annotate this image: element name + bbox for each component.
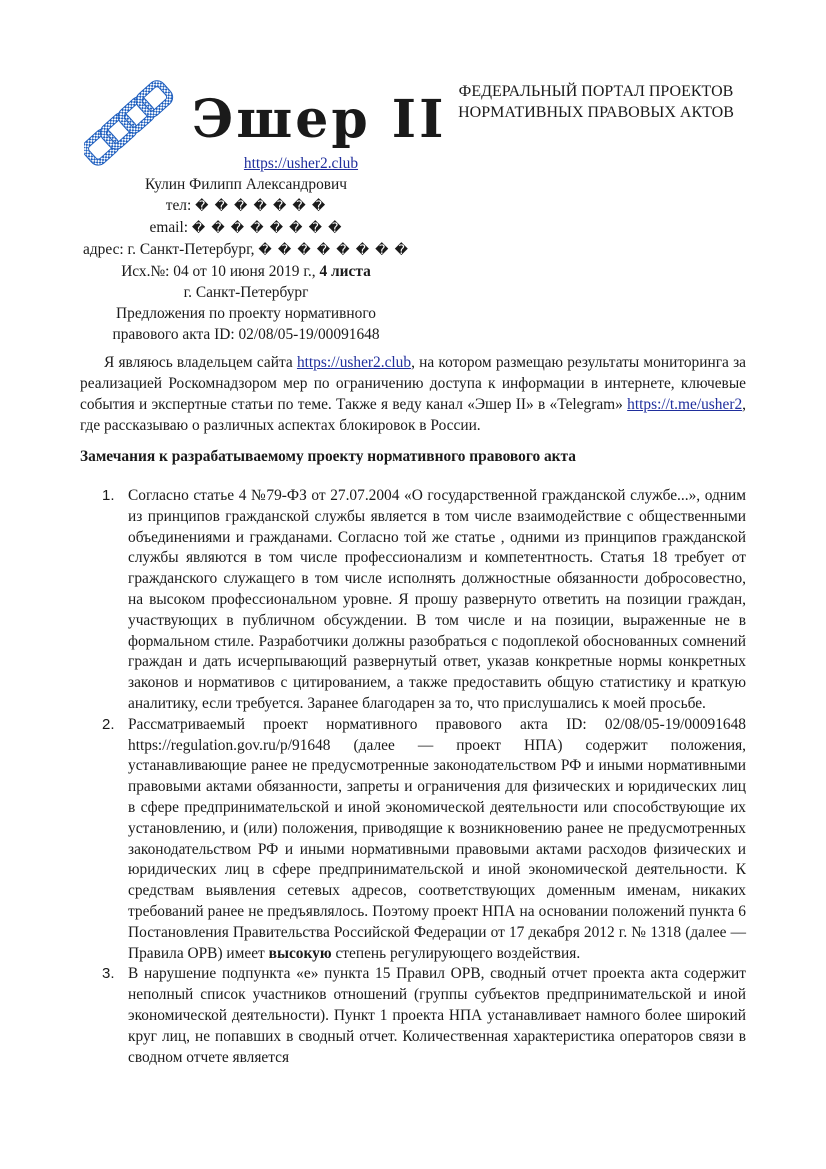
- section-heading: Замечания к разрабатываемому проекту нормативного правового акта: [80, 448, 576, 465]
- address-line: [66, 239, 426, 261]
- email-label: email:: [149, 219, 189, 236]
- list-item: [80, 964, 746, 1068]
- phone-line: [66, 195, 426, 217]
- telegram-link[interactable]: https://t.me/usher2: [627, 396, 743, 413]
- phone-value: � � � � � � �: [195, 199, 327, 214]
- intro-text-1: Я являюсь владельцем сайта: [104, 354, 293, 371]
- intro-paragraph: [80, 352, 746, 436]
- reference-pages: 4 листа: [319, 263, 371, 280]
- list-item-bold: высокую: [268, 944, 332, 962]
- address-value: � � � � � � � �: [258, 243, 409, 258]
- intro-text-3: , где рассказываю о различных аспектах блокировок в России.: [80, 396, 746, 434]
- intro-text-2: , на котором размещаю результаты мониторинга за реализацией Роскомнадзором мер по ограничению доступа к информации в интернете, ключевые события и экспертные статьи по теме. Также я веду канал «Эшер II» в «Telegram»: [80, 354, 746, 413]
- list-item-text: Согласно статье 4 №79-ФЗ от 27.07.2004 «О государственной гражданской службе...», одним из принципов гражданской службы является в том числе взаимодействие с общественными объединениями и гражданами. Согласно той же статье , одними из принципов гражданской службы являются в том числе профессионализм и компетентность. Статья 18 требует от гражданского служащего в том числе исполнять должностные обязанности добросовестно, на высоком профессиональном уровне. Я прошу развернуто ответить на позиции граждан, участвующих в публичном обсуждении. В том числе и на позиции, выраженные не в формальном стиле. Разработчики должны разобраться с подоплекой обоснованных сомнений граждан и дать исчерпывающий развернутый ответ, указав конкретные нормы конкретных законов и нормативов с цитированием, а также предоставить общую статистику и краткую аналитику, если требуется. Заранее благодарен за то, что прислушались к моей просьбе.: [128, 487, 746, 712]
- reference-line: [66, 261, 426, 282]
- phone-label: тел:: [165, 197, 192, 214]
- portal-title-line1: ФЕДЕРАЛЬНЫЙ ПОРТАЛ ПРОЕКТОВ: [458, 83, 734, 100]
- list-item-text-end: степень регулирующего воздействия.: [335, 944, 581, 962]
- remarks-list: [80, 486, 746, 1068]
- portal-title-line2: НОРМАТИВНЫХ ПРАВОВЫХ АКТОВ: [458, 104, 734, 121]
- list-item-number: 3.: [102, 965, 115, 983]
- brand-name: Эшер II: [192, 89, 447, 150]
- sender-block: [66, 153, 426, 345]
- reference-text: Исх.№: 04 от 10 июня 2019 г.,: [121, 263, 316, 280]
- list-item: [80, 715, 746, 965]
- list-item-text: В нарушение подпункта «е» пункта 15 Правил ОРВ, сводный отчет проекта акта содержит неполный список участников отношений (группы субъектов предпринимательской и иной экономической деятельности). Пункт 1 проекта НПА устанавливает намного более широкий круг лиц, не попавших в сводный отчет. Количественная характеристика операторов связи в сводном отчете является: [128, 965, 746, 1066]
- site-link[interactable]: https://usher2.club: [243, 155, 359, 172]
- address-label: адрес: г. Санкт-Петербург,: [83, 241, 255, 258]
- subject-line2: правового акта ID: 02/08/05-19/00091648: [112, 326, 380, 343]
- city: г. Санкт-Петербург: [183, 284, 309, 301]
- list-item-text: Рассматриваемый проект нормативного правового акта ID: 02/08/05-19/00091648 https://regulation.gov.ru/p/91648 (далее — проект НПА) содержит положения, устанавливающие ранее не предусмотренные законодательством РФ и иными нормативными правовыми актами обязанности, запреты и ограничения для физических и юридических лиц в сфере предпринимательской и иной экономической деятельности или способствующие их установлению, и (или) положения, приводящие к возникновению ранее не предусмотренных законодательством РФ и иными нормативными правовыми актами расходов физических и юридических лиц в сфере предпринимательской и иной экономической деятельности. К средствам выявления сетевых адресов, соответствующих доменным именам, никаких требований ранее не предъявлялось. Поэтому проект НПА на основании положений пункта 6 Постановления Правительства Российской Федерации от 17 декабря 2012 г. № 1318 (далее — Правила ОРВ) имеет: [128, 715, 746, 962]
- list-item-number: 1.: [102, 487, 115, 504]
- author-name: Кулин Филипп Александрович: [144, 176, 348, 193]
- email-value: � � � � � � � �: [191, 221, 343, 236]
- list-item: [80, 486, 746, 715]
- subject-line1: Предложения по проекту нормативного: [116, 305, 376, 322]
- list-item-number: 2.: [102, 715, 115, 733]
- intro-site-link[interactable]: https://usher2.club: [296, 354, 412, 371]
- email-line: [66, 217, 426, 239]
- portal-title: [440, 81, 752, 123]
